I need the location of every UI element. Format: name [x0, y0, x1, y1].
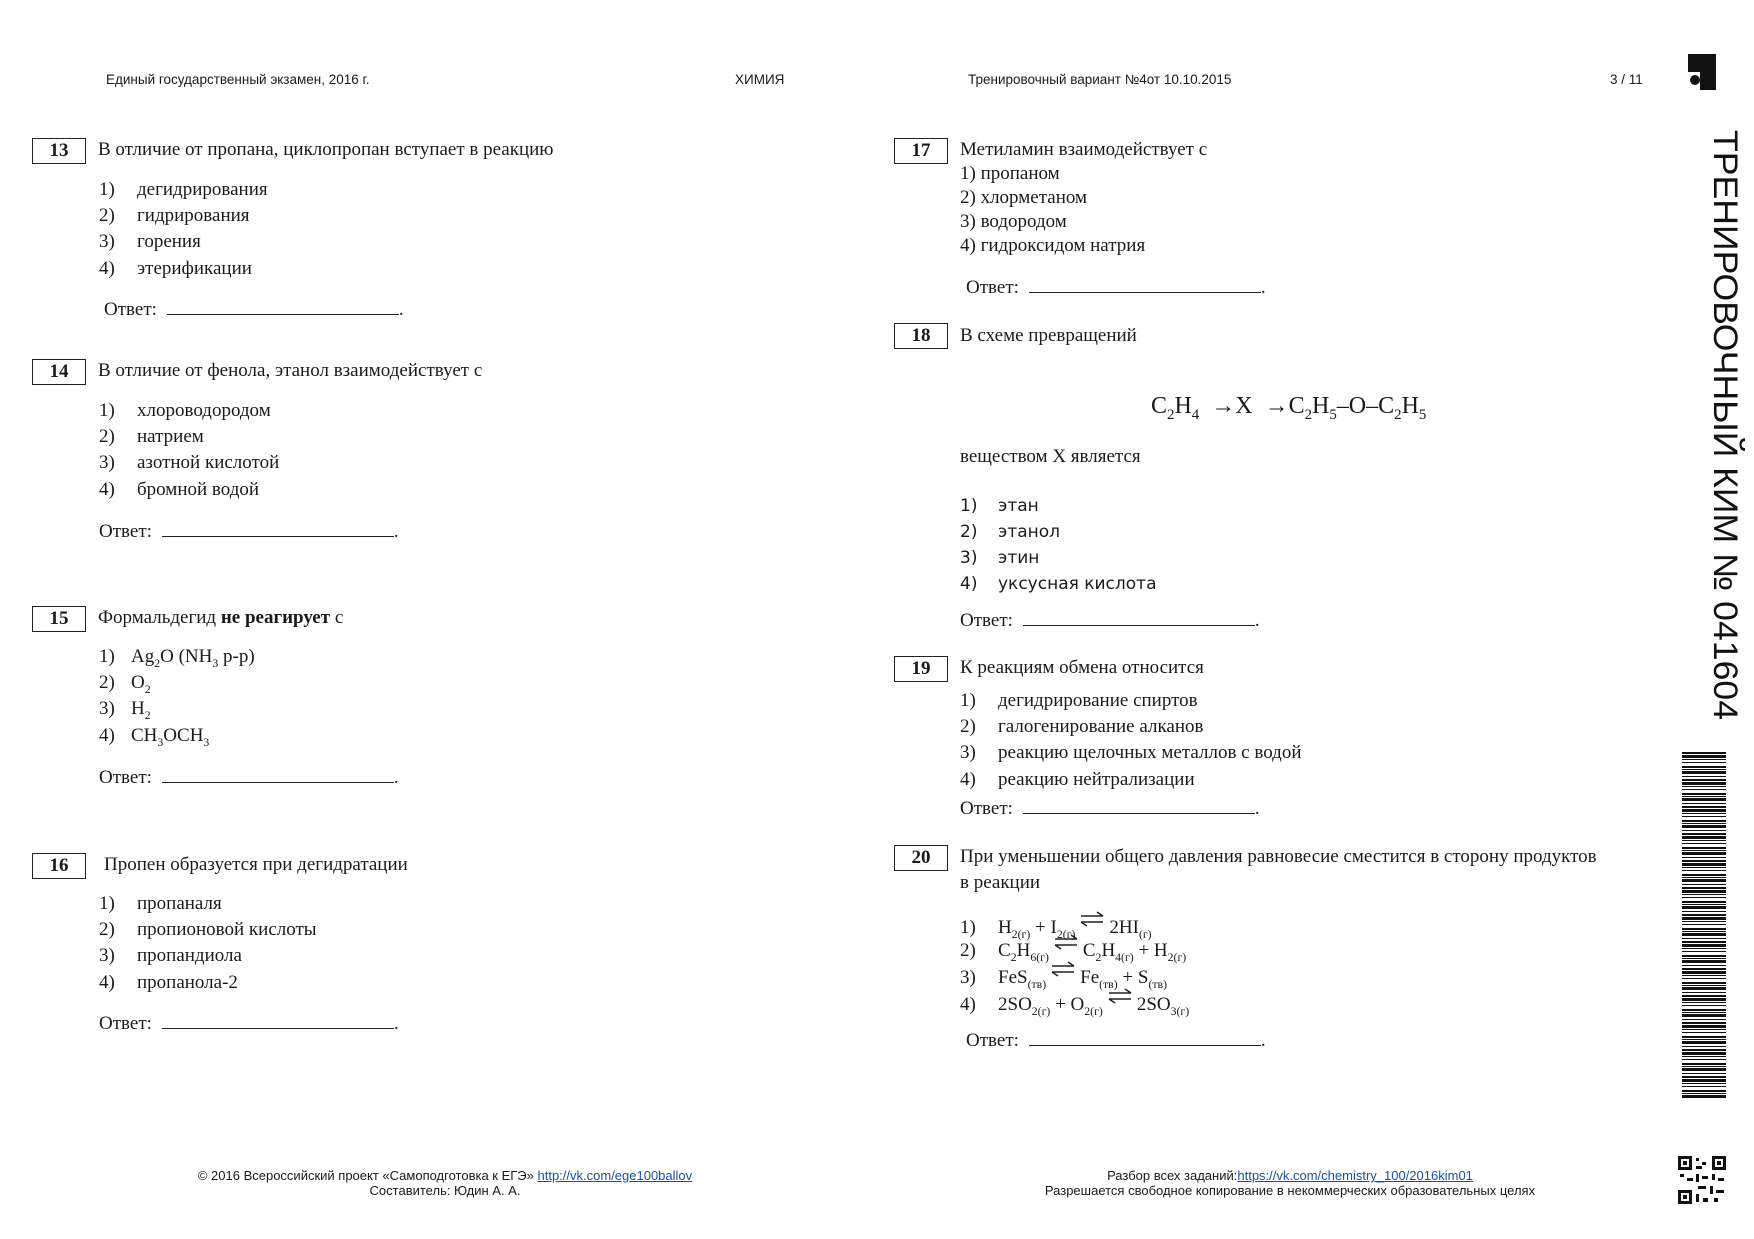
question-19-option-4: 4) реакцию нейтрализации: [960, 769, 1195, 790]
barcode-stripe: [1682, 1041, 1726, 1044]
barcode-stripe: [1682, 1029, 1726, 1030]
question-20-answer-field[interactable]: [1029, 1027, 1261, 1046]
question-14-option-4: 4) бромной водой: [99, 479, 260, 500]
barcode-stripe: [1682, 857, 1726, 858]
question-17-option-3: 3) водородом: [960, 211, 1067, 232]
barcode-stripe: [1682, 1056, 1726, 1057]
barcode-stripe: [1682, 987, 1726, 990]
barcode-stripe: [1682, 921, 1726, 922]
question-19-option-2: 2) галогенирование алканов: [960, 716, 1204, 737]
barcode-stripe: [1682, 1022, 1726, 1024]
question-14-option-3: 3) азотной кислотой: [99, 452, 280, 473]
equilibrium-arrow-icon: [1107, 988, 1133, 1004]
barcode-stripe: [1682, 1095, 1726, 1098]
question-16-answer: Ответ: .: [99, 1010, 399, 1035]
barcode-stripe: [1682, 884, 1726, 885]
barcode-stripe: [1682, 890, 1726, 893]
barcode-stripe: [1682, 847, 1726, 849]
barcode-stripe: [1682, 944, 1726, 947]
question-15-text: Формальдегид не реагирует с: [98, 607, 344, 628]
barcode-stripe: [1682, 786, 1726, 787]
barcode-stripe: [1682, 931, 1726, 932]
barcode-icon: [1682, 752, 1726, 1100]
barcode-stripe: [1682, 992, 1726, 993]
barcode-stripe: [1682, 1059, 1726, 1060]
question-13-answer: Ответ: .: [104, 296, 404, 321]
equilibrium-arrow-icon: [1053, 934, 1079, 950]
barcode-stripe: [1682, 1049, 1726, 1051]
barcode-stripe: [1682, 887, 1726, 889]
barcode-stripe: [1682, 830, 1726, 831]
barcode-stripe: [1682, 1083, 1726, 1084]
barcode-stripe: [1682, 820, 1726, 822]
footer-left: © 2016 Всероссийский проект «Самоподготовка к ЕГЭ» http://vk.com/ege100ballov Составитель: Юдин А. А.: [197, 1168, 693, 1198]
question-16-option-1: 1) пропаналя: [99, 893, 222, 914]
question-17-text: Метиламин взаимодействует с: [960, 139, 1208, 160]
logo-icon: [1688, 54, 1716, 90]
barcode-stripe: [1682, 843, 1726, 844]
question-18-scheme: $C_2H_4 \to X \to C_2H_5-O-C_2H_5$: [1151, 393, 1427, 423]
barcode-stripe: [1682, 1076, 1726, 1078]
question-18-option-4: 4) уксусная кислота: [960, 574, 1157, 594]
question-20-text-line2: в реакции: [960, 872, 1041, 893]
question-14-number: 14: [32, 359, 86, 385]
barcode-stripe: [1682, 755, 1726, 758]
barcode-stripe: [1682, 752, 1726, 754]
question-20-option-2: 2) $C_2H_{6(г)}$ $C_2H_{4(г)} + H_{2(г)}$: [960, 934, 1186, 965]
barcode-stripe: [1682, 798, 1726, 801]
barcode-stripe: [1682, 796, 1726, 797]
barcode-stripe: [1682, 852, 1726, 855]
barcode-stripe: [1682, 971, 1726, 974]
question-18-answer: Ответ: .: [960, 607, 1260, 632]
barcode-stripe: [1682, 968, 1726, 970]
question-18-answer-field[interactable]: [1023, 607, 1255, 626]
page-number: 3 / 11: [1610, 72, 1643, 87]
question-17-answer: Ответ: .: [966, 274, 1266, 299]
barcode-stripe: [1682, 1032, 1726, 1033]
barcode-stripe: [1682, 776, 1726, 777]
question-16-option-2: 2) пропионовой кислоты: [99, 919, 317, 940]
barcode-stripe: [1682, 1005, 1726, 1006]
barcode-stripe: [1682, 870, 1726, 871]
barcode-stripe: [1682, 806, 1726, 808]
question-14-text: В отличие от фенола, этанол взаимодействует с: [98, 360, 483, 381]
barcode-stripe: [1682, 813, 1726, 814]
barcode-stripe: [1682, 879, 1726, 882]
barcode-stripe: [1682, 955, 1726, 957]
barcode-stripe: [1682, 789, 1726, 790]
barcode-stripe: [1682, 1039, 1726, 1040]
barcode-stripe: [1682, 901, 1726, 903]
question-14-answer: Ответ: .: [99, 518, 399, 543]
header-subject: ХИМИЯ: [735, 72, 785, 87]
barcode-stripe: [1682, 914, 1726, 916]
barcode-stripe: [1682, 924, 1726, 925]
question-20-option-3: 3) FeS$_{(тв)}$ $Fe_{(тв)} + S_{(тв)}$: [960, 961, 1167, 992]
barcode-stripe: [1682, 836, 1726, 839]
barcode-stripe: [1682, 816, 1726, 817]
barcode-stripe: [1682, 960, 1726, 963]
question-14-option-2: 2) натрием: [99, 426, 204, 447]
question-13-option-4: 4) этерификации: [99, 258, 252, 279]
question-13-option-1: 1) дегидрирования: [99, 179, 268, 200]
barcode-stripe: [1682, 1009, 1726, 1011]
barcode-stripe: [1682, 965, 1726, 966]
header-left: Единый государственный экзамен, 2016 г.: [106, 72, 370, 87]
barcode-stripe: [1682, 982, 1726, 984]
question-19-answer: Ответ: .: [960, 795, 1260, 820]
header-variant: Тренировочный вариант №4от 10.10.2015: [968, 72, 1232, 87]
question-20-number: 20: [894, 845, 948, 871]
question-16-option-4: 4) пропанола-2: [99, 972, 238, 993]
question-17-option-1: 1) пропаном: [960, 163, 1060, 184]
barcode-stripe: [1682, 941, 1726, 943]
question-15-option-2: 2) $O_2$: [99, 672, 151, 696]
question-18-subtext: веществом Х является: [960, 446, 1141, 467]
question-15-option-4: 4) $CH_3OCH_3$: [99, 725, 210, 749]
question-16-option-3: 3) пропандиола: [99, 945, 242, 966]
side-title-text: ТРЕНИРОВОЧНЫЙ КИМ № 041604: [1706, 130, 1744, 694]
barcode-stripe: [1682, 1046, 1726, 1047]
barcode-stripe: [1682, 1093, 1726, 1094]
barcode-stripe: [1682, 1019, 1726, 1020]
barcode-stripe: [1682, 782, 1726, 785]
question-17-answer-field[interactable]: [1029, 274, 1261, 293]
barcode-stripe: [1682, 904, 1726, 905]
barcode-stripe: [1682, 867, 1726, 868]
barcode-stripe: [1682, 911, 1726, 912]
footer-right-link[interactable]: https://vk.com/chemistry_100/2016kim01: [1237, 1168, 1473, 1183]
question-14-option-1: 1) хлороводородом: [99, 400, 271, 421]
barcode-stripe: [1682, 771, 1726, 774]
barcode-stripe: [1682, 948, 1726, 949]
barcode-stripe: [1682, 1079, 1726, 1082]
barcode-stripe: [1682, 958, 1726, 959]
barcode-stripe: [1682, 850, 1726, 851]
question-18-number: 18: [894, 323, 948, 349]
question-17-option-4: 4) гидроксидом натрия: [960, 235, 1146, 256]
question-15-option-1: 1) $Ag_2O$ ($NH_3$ р-р): [99, 646, 255, 670]
question-17-number: 17: [894, 138, 948, 164]
barcode-stripe: [1682, 906, 1726, 909]
barcode-stripe: [1682, 998, 1726, 1001]
question-18-option-1: 1) этан: [960, 496, 1039, 516]
question-19-text: К реакциям обмена относится: [960, 657, 1204, 678]
side-title: [1704, 130, 1746, 730]
barcode-stripe: [1682, 1036, 1726, 1038]
question-16-number: 16: [32, 853, 86, 879]
question-19-option-1: 1) дегидрирование спиртов: [960, 690, 1198, 711]
barcode-stripe: [1682, 769, 1726, 770]
question-15-option-3: 3) $H_2$: [99, 698, 151, 722]
barcode-stripe: [1682, 759, 1726, 760]
question-14-answer-field[interactable]: [162, 518, 394, 537]
barcode-stripe: [1682, 985, 1726, 986]
question-19-answer-field[interactable]: [1023, 795, 1255, 814]
qr-code-icon: [1678, 1156, 1726, 1204]
footer-right: Разбор всех заданий:https://vk.com/chemistry_100/2016kim01 Разрешается свободное копирование в некоммерческих образовательных целях: [1044, 1168, 1536, 1198]
question-13-answer-field[interactable]: [167, 296, 399, 315]
barcode-stripe: [1682, 1052, 1726, 1055]
question-15-answer: Ответ: .: [99, 764, 399, 789]
barcode-stripe: [1682, 1086, 1726, 1087]
barcode-stripe: [1682, 833, 1726, 835]
barcode-stripe: [1682, 1012, 1726, 1013]
barcode-stripe: [1682, 1066, 1726, 1067]
barcode-stripe: [1682, 793, 1726, 795]
barcode-stripe: [1682, 1090, 1726, 1092]
question-18-option-2: 2) этанол: [960, 522, 1061, 542]
question-16-text: Пропен образуется при дегидратации: [104, 854, 408, 875]
barcode-stripe: [1682, 877, 1726, 878]
barcode-stripe: [1682, 978, 1726, 979]
barcode-stripe: [1682, 762, 1726, 763]
barcode-stripe: [1682, 938, 1726, 939]
question-15-number: 15: [32, 606, 86, 632]
question-17-option-2: 2) хлорметаном: [960, 187, 1088, 208]
question-15-answer-field[interactable]: [162, 764, 394, 783]
question-20-text-line1: При уменьшении общего давления равновесие сместится в сторону продуктов: [960, 846, 1597, 867]
barcode-stripe: [1682, 766, 1726, 768]
barcode-stripe: [1682, 897, 1726, 898]
barcode-stripe: [1682, 975, 1726, 976]
barcode-stripe: [1682, 825, 1726, 828]
barcode-stripe: [1682, 917, 1726, 920]
question-13-text: В отличие от пропана, циклопропан вступает в реакцию: [98, 139, 554, 160]
equilibrium-arrow-icon: [1079, 911, 1105, 927]
question-19-option-3: 3) реакцию щелочных металлов с водой: [960, 742, 1302, 763]
barcode-stripe: [1682, 863, 1726, 866]
barcode-stripe: [1682, 1073, 1726, 1074]
barcode-stripe: [1682, 995, 1726, 997]
barcode-stripe: [1682, 840, 1726, 841]
question-19-number: 19: [894, 656, 948, 682]
question-13-option-2: 2) гидрирования: [99, 205, 250, 226]
question-18-option-3: 3) этин: [960, 548, 1040, 568]
barcode-stripe: [1682, 860, 1726, 862]
barcode-stripe: [1682, 803, 1726, 804]
question-20-answer: Ответ: .: [966, 1027, 1266, 1052]
footer-left-link[interactable]: http://vk.com/ege100ballov: [537, 1168, 693, 1183]
barcode-stripe: [1682, 928, 1726, 930]
question-13-option-3: 3) горения: [99, 231, 201, 252]
question-20-option-1: 1) $H_{2(г)} + I_{2(г)}$ $2HI_{(г)}$: [960, 911, 1152, 942]
question-18-text: В схеме превращений: [960, 325, 1137, 346]
question-20-option-4: 4) $2SO_{2(г)} + O_{2(г)}$ $2SO_{3(г)}$: [960, 988, 1189, 1019]
barcode-stripe: [1682, 894, 1726, 895]
barcode-stripe: [1682, 823, 1726, 824]
barcode-stripe: [1682, 1025, 1726, 1028]
barcode-stripe: [1682, 1014, 1726, 1017]
barcode-stripe: [1682, 1002, 1726, 1003]
barcode-stripe: [1682, 1063, 1726, 1065]
barcode-stripe: [1682, 809, 1726, 812]
barcode-stripe: [1682, 933, 1726, 936]
barcode-stripe: [1682, 1068, 1726, 1071]
question-13-number: 13: [32, 138, 86, 164]
barcode-stripe: [1682, 779, 1726, 781]
equilibrium-arrow-icon: [1050, 961, 1076, 977]
question-16-answer-field[interactable]: [162, 1010, 394, 1029]
barcode-stripe: [1682, 951, 1726, 952]
barcode-stripe: [1682, 874, 1726, 876]
